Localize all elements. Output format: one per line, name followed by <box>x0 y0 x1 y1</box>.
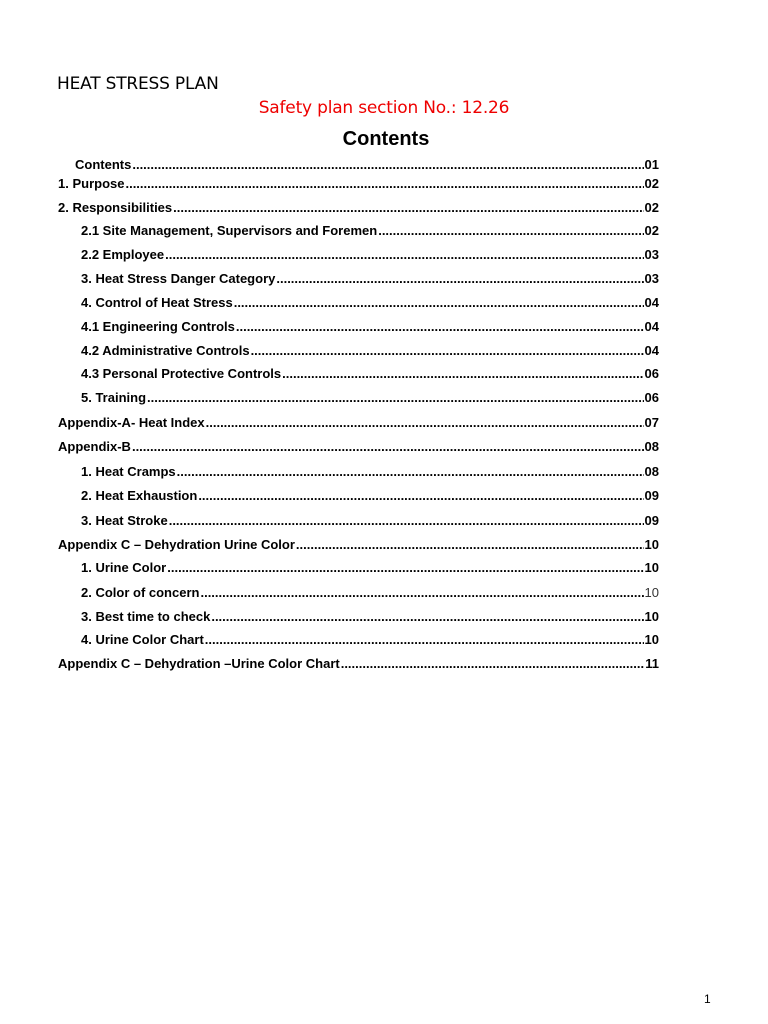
toc-entry-page: 10 <box>644 632 659 647</box>
toc-entry[interactable] <box>58 436 659 454</box>
toc-entry[interactable] <box>58 292 659 310</box>
toc-entry[interactable] <box>58 606 659 624</box>
toc-leader <box>276 271 643 286</box>
toc-entry[interactable] <box>58 582 659 600</box>
toc-leader <box>167 560 643 575</box>
toc-entry[interactable] <box>58 387 659 405</box>
toc-entry-page: 02 <box>644 200 659 215</box>
toc-entry[interactable] <box>58 485 659 503</box>
toc-leader <box>251 343 644 358</box>
toc-leader <box>125 176 643 191</box>
toc-entry-label: 2.1 Site Management, Supervisors and Foremen <box>81 223 378 238</box>
toc-entry-page: 09 <box>644 513 659 528</box>
toc-leader <box>236 319 644 334</box>
toc-entry-label: 2. Responsibilities <box>58 200 173 215</box>
toc-leader <box>296 537 644 552</box>
toc-entry[interactable] <box>58 534 659 552</box>
toc-entry-page: 10 <box>644 609 659 624</box>
toc-leader <box>177 464 644 479</box>
toc-entry-page: 09 <box>644 488 659 503</box>
toc-entry-label: 4. Urine Color Chart <box>81 632 204 647</box>
toc-entry-page: 10 <box>644 537 659 552</box>
toc-entry[interactable] <box>58 340 659 358</box>
toc-entry-label: 3. Heat Stress Danger Category <box>81 271 276 286</box>
toc-leader <box>205 632 644 647</box>
toc-leader <box>200 585 643 600</box>
toc-entry-page: 03 <box>644 247 659 262</box>
page-number: 1 <box>704 992 711 1006</box>
toc-leader <box>341 656 645 671</box>
toc-entry-label: Appendix C – Dehydration Urine Color <box>58 537 295 552</box>
toc-entry[interactable] <box>58 461 659 479</box>
toc-entry[interactable] <box>58 197 659 215</box>
contents-heading: Contents <box>342 128 430 150</box>
toc-entry-page: 07 <box>644 415 659 430</box>
toc-entry-label: 1. Urine Color <box>81 560 167 575</box>
toc-entry-page: 04 <box>644 319 659 334</box>
toc-entry-label: 4.2 Administrative Controls <box>81 343 250 358</box>
toc-leader <box>147 390 644 405</box>
toc-entry-page: 10 <box>644 585 659 600</box>
toc-entry-label: 1. Purpose <box>58 176 125 191</box>
toc-entry-label: 2.2 Employee <box>81 247 165 262</box>
toc-leader <box>132 439 644 454</box>
section-number: Safety plan section No.: 12.26 <box>258 98 510 118</box>
toc-entry[interactable] <box>58 557 659 575</box>
toc-entry[interactable] <box>58 510 659 528</box>
toc-entry[interactable] <box>58 268 659 286</box>
toc-leader <box>211 609 643 624</box>
toc-entry-page: 01 <box>644 157 659 172</box>
toc-entry-page: 08 <box>644 439 659 454</box>
toc-leader <box>165 247 643 262</box>
toc-entry-label: 3. Best time to check <box>81 609 211 624</box>
toc-entry-label: 2. Color of concern <box>81 585 200 600</box>
toc-entry[interactable] <box>58 173 659 191</box>
toc-entry-page: 02 <box>644 223 659 238</box>
toc-leader <box>234 295 644 310</box>
toc-entry-page: 04 <box>644 295 659 310</box>
toc-leader <box>198 488 643 503</box>
toc-entry[interactable] <box>58 154 659 172</box>
toc-entry-page: 10 <box>644 560 659 575</box>
toc-entry-page: 02 <box>644 176 659 191</box>
toc-entry-label: Appendix C – Dehydration –Urine Color Chart <box>58 656 340 671</box>
toc-entry-label: Contents <box>75 157 132 172</box>
toc-leader <box>169 513 644 528</box>
toc-leader <box>378 223 643 238</box>
toc-entry-page: 11 <box>645 656 659 671</box>
toc-entry-label: 2. Heat Exhaustion <box>81 488 198 503</box>
toc-entry-label: 3. Heat Stroke <box>81 513 168 528</box>
toc-leader <box>206 415 644 430</box>
toc-entry-page: 08 <box>644 464 659 479</box>
toc-entry-page: 06 <box>644 390 659 405</box>
document-title: HEAT STRESS PLAN <box>57 74 219 94</box>
toc-entry-label: 4.3 Personal Protective Controls <box>81 366 282 381</box>
toc-entry-label: Appendix-A- Heat Index <box>58 415 205 430</box>
toc-leader <box>132 157 643 172</box>
toc-entry-label: 4. Control of Heat Stress <box>81 295 233 310</box>
toc-entry-label: 5. Training <box>81 390 147 405</box>
toc-entry[interactable] <box>58 316 659 334</box>
toc-entry-label: 1. Heat Cramps <box>81 464 176 479</box>
toc-entry[interactable] <box>58 244 659 262</box>
toc-entry[interactable] <box>58 220 659 238</box>
toc-entry-page: 03 <box>644 271 659 286</box>
toc-entry[interactable] <box>58 629 659 647</box>
toc-entry-label: 4.1 Engineering Controls <box>81 319 235 334</box>
toc-entry-page: 04 <box>644 343 659 358</box>
toc-entry[interactable] <box>58 653 659 671</box>
toc-leader <box>282 366 643 381</box>
toc-entry[interactable] <box>58 363 659 381</box>
toc-entry-label: Appendix-B <box>58 439 131 454</box>
toc-leader <box>173 200 643 215</box>
toc-entry[interactable] <box>58 412 659 430</box>
toc-entry-page: 06 <box>644 366 659 381</box>
